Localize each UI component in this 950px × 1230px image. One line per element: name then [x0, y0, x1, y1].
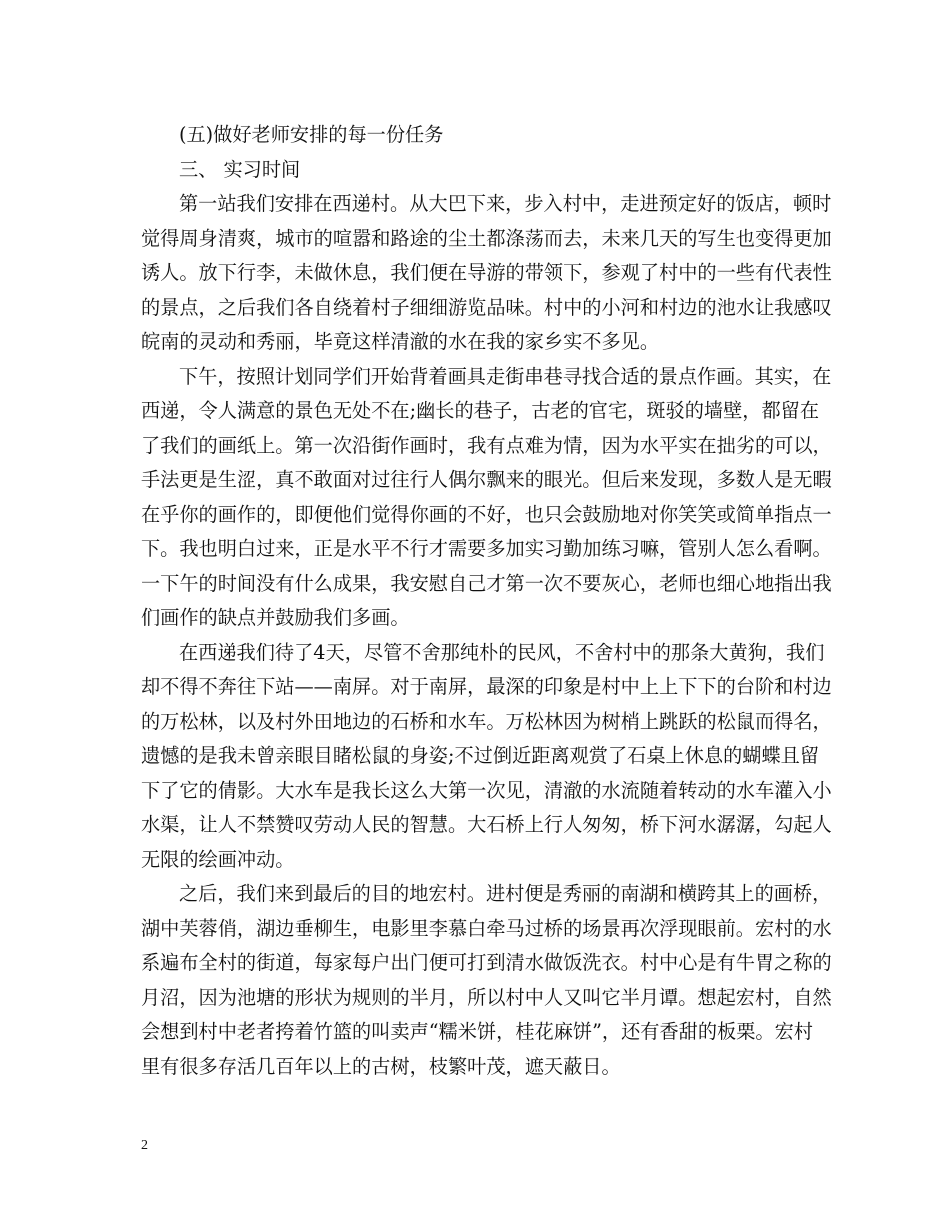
paragraph-line: 西递，令人满意的景色无处不在;幽长的巷子，古老的官宅，斑驳的墙壁，都留在: [141, 399, 820, 422]
paragraph-line: 在乎你的画作的，即便他们觉得你画的不好，也只会鼓励地对你笑笑或简单指点一: [141, 502, 832, 526]
paragraph-line: 觉得周身清爽，城市的喧嚣和路途的尘土都涤荡而去，未来几天的写生也变得更加: [141, 226, 832, 250]
paragraph-line: 皖南的灵动和秀丽，毕竟这样清澈的水在我的家乡实不多见。: [141, 330, 660, 353]
paragraph-line: 了我们的画纸上。第一次沿街作画时，我有点难为情，因为水平实在拙劣的可以，: [141, 433, 832, 457]
paragraph-line: 下了它的倩影。大水车是我长这么大第一次见，清澈的水流随着转动的水车灌入小: [141, 778, 832, 802]
paragraph-line: 之后，我们来到最后的目的地宏村。进村便是秀丽的南湖和横跨其上的画桥，: [179, 882, 832, 905]
paragraph-line: 却不得不奔往下站——南屏。对于南屏，最深的印象是村中上上下下的台阶和村边: [141, 675, 832, 698]
paragraph-line: 一下午的时间没有什么成果，我安慰自己才第一次不要灰心，老师也细心地指出我: [141, 571, 832, 595]
paragraph-afternoon-painting: [141, 360, 832, 636]
document-body: [141, 118, 832, 1084]
paragraph-line: 们画作的缺点并鼓励我们多画。: [141, 606, 410, 629]
paragraph-line: 水渠，让人不禁赞叹劳动人民的智慧。大石桥上行人匆匆，桥下河水潺潺，勾起人: [141, 813, 832, 836]
paragraph-line: 下午，按照计划同学们开始背着画具走街串巷寻找合适的景点作画。其实，在: [179, 364, 832, 388]
paragraph-line: 的景点，之后我们各自绕着村子细细游览品味。村中的小河和村边的池水让我感叹: [141, 295, 832, 319]
paragraph-line: 下。我也明白过来，正是水平不行才需要多加实习勤加练习嘛，管别人怎么看啊。: [141, 537, 832, 560]
paragraph-line: 会想到村中老者挎着竹篮的叫卖声“糯米饼，桂花麻饼”，还有香甜的板栗。宏村: [141, 1020, 813, 1043]
paragraph-line: 第一站我们安排在西递村。从大巴下来，步入村中，走进预定好的饭店，顿时: [179, 192, 832, 215]
paragraph-line: 月沼，因为池塘的形状为规则的半月，所以村中人又叫它半月谭。想起宏村，自然: [141, 985, 832, 1009]
paragraph-xidi-arrival: [141, 187, 832, 360]
section-title: 三、 实习时间: [179, 157, 301, 181]
paragraph-line: 无限的绘画冲动。: [141, 847, 295, 871]
page-number: 2: [141, 1138, 148, 1153]
paragraph-hongcun: [141, 877, 832, 1084]
paragraph-nanping: [141, 636, 832, 878]
paragraph-line: 湖中芙蓉俏，湖边垂柳生，电影里李慕白牵马过桥的场景再次浮现眼前。宏村的水: [141, 916, 832, 940]
paragraph-line: 在西递我们待了4天，尽管不舍那纯朴的民风，不舍村中的那条大黄狗，我们: [179, 640, 825, 664]
paragraph-line: 的万松林，以及村外田地边的石桥和水车。万松林因为树梢上跳跃的松鼠而得名，: [141, 709, 832, 733]
paragraph-line: 系遍布全村的街道，每家每户出门便可打到清水做饭洗衣。村中心是有牛胃之称的: [141, 951, 832, 974]
paragraph-line: 诱人。放下行李，未做休息，我们便在导游的带领下，参观了村中的一些有代表性: [141, 261, 832, 284]
paragraph-line: 里有很多存活几百年以上的古树，枝繁叶茂，遮天蔽日。: [141, 1054, 621, 1078]
task-item-five: (五)做好老师安排的每一份任务: [179, 123, 444, 146]
paragraph-line: 手法更是生涩，真不敢面对过往行人偶尔飘来的眼光。但后来发现，多数人是无暇: [141, 468, 832, 491]
paragraph-line: 遗憾的是我未曾亲眼目睹松鼠的身姿;不过倒近距离观赏了石桌上休息的蝴蝶且留: [141, 744, 820, 767]
